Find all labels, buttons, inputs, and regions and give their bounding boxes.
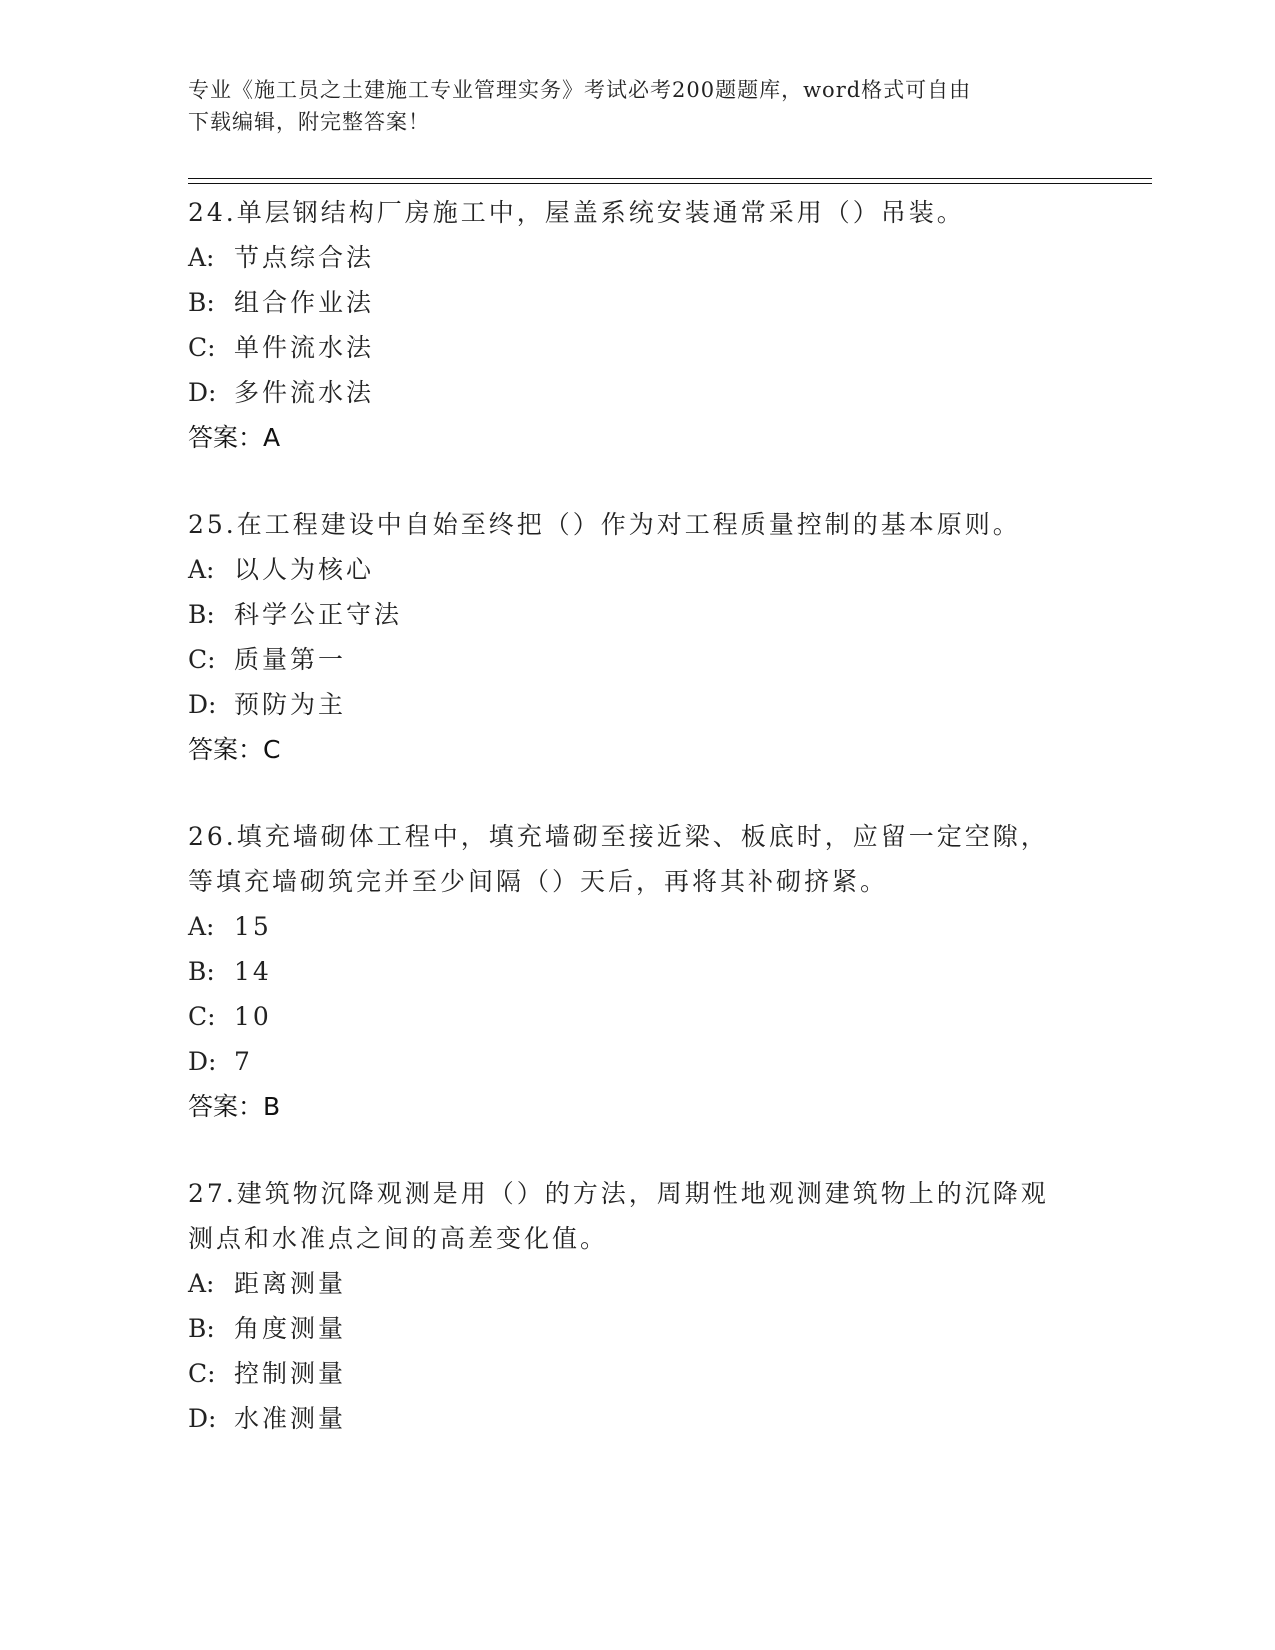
header-divider-bottom <box>188 183 1152 184</box>
option-text: 以人为核心 <box>234 555 375 584</box>
option-a <box>188 547 1088 592</box>
option-text: 15 <box>234 912 272 941</box>
option-text: 水准测量 <box>234 1404 347 1433</box>
option-b <box>188 949 1088 994</box>
option-d <box>188 1039 1088 1084</box>
option-c <box>188 325 1088 370</box>
option-c <box>188 994 1088 1039</box>
question-24 <box>188 190 1088 460</box>
document-header <box>188 74 1088 138</box>
option-a <box>188 904 1088 949</box>
header-line-1: 专业《施工员之土建施工专业管理实务》考试必考200题题库，word格式可自由 <box>188 78 972 102</box>
answer-line: 答案：B <box>188 1092 281 1121</box>
option-key: A: <box>188 243 215 272</box>
option-text: 10 <box>234 1002 272 1031</box>
option-key: A: <box>188 555 215 584</box>
option-text: 组合作业法 <box>234 288 375 317</box>
option-key: B: <box>188 600 215 629</box>
option-text: 控制测量 <box>234 1359 347 1388</box>
option-key: A: <box>188 912 215 941</box>
question-26 <box>188 814 1088 1129</box>
option-c <box>188 637 1088 682</box>
question-stem-line: 26.填充墙砌体工程中，填充墙砌至接近梁、板底时，应留一定空隙， <box>188 822 1049 851</box>
option-d <box>188 1396 1088 1441</box>
option-text: 角度测量 <box>234 1314 347 1343</box>
question-27 <box>188 1171 1088 1441</box>
option-a <box>188 1261 1088 1306</box>
option-c <box>188 1351 1088 1396</box>
option-a <box>188 235 1088 280</box>
option-text: 7 <box>234 1047 253 1076</box>
option-key: B: <box>188 288 215 317</box>
option-text: 科学公正守法 <box>234 600 403 629</box>
option-text: 单件流水法 <box>234 333 375 362</box>
option-key: D: <box>188 690 217 719</box>
option-b <box>188 280 1088 325</box>
option-b <box>188 1306 1088 1351</box>
answer-line: 答案：C <box>188 735 281 764</box>
option-b <box>188 592 1088 637</box>
option-key: D: <box>188 378 217 407</box>
header-divider-top <box>188 178 1152 179</box>
option-key: B: <box>188 1314 215 1343</box>
option-d <box>188 370 1088 415</box>
option-key: C: <box>188 333 216 362</box>
option-text: 质量第一 <box>234 645 347 674</box>
question-list <box>188 190 1088 1483</box>
question-stem-line: 测点和水准点之间的高差变化值。 <box>188 1224 609 1253</box>
option-text: 节点综合法 <box>234 243 375 272</box>
option-key: C: <box>188 1002 216 1031</box>
option-text: 预防为主 <box>234 690 347 719</box>
header-line-2: 下载编辑，附完整答案！ <box>188 110 430 134</box>
answer-line: 答案：A <box>188 423 281 452</box>
question-stem-line: 24.单层钢结构厂房施工中，屋盖系统安装通常采用（）吊装。 <box>188 198 965 227</box>
question-stem-line: 25.在工程建设中自始至终把（）作为对工程质量控制的基本原则。 <box>188 510 1021 539</box>
question-stem-line: 等填充墙砌筑完并至少间隔（）天后，再将其补砌挤紧。 <box>188 867 889 896</box>
question-stem-line: 27.建筑物沉降观测是用（）的方法，周期性地观测建筑物上的沉降观 <box>188 1179 1049 1208</box>
option-text: 距离测量 <box>234 1269 347 1298</box>
option-text: 多件流水法 <box>234 378 375 407</box>
option-d <box>188 682 1088 727</box>
option-key: C: <box>188 1359 216 1388</box>
option-key: D: <box>188 1047 217 1076</box>
option-key: A: <box>188 1269 215 1298</box>
option-text: 14 <box>234 957 272 986</box>
option-key: D: <box>188 1404 217 1433</box>
option-key: C: <box>188 645 216 674</box>
question-25 <box>188 502 1088 772</box>
option-key: B: <box>188 957 215 986</box>
